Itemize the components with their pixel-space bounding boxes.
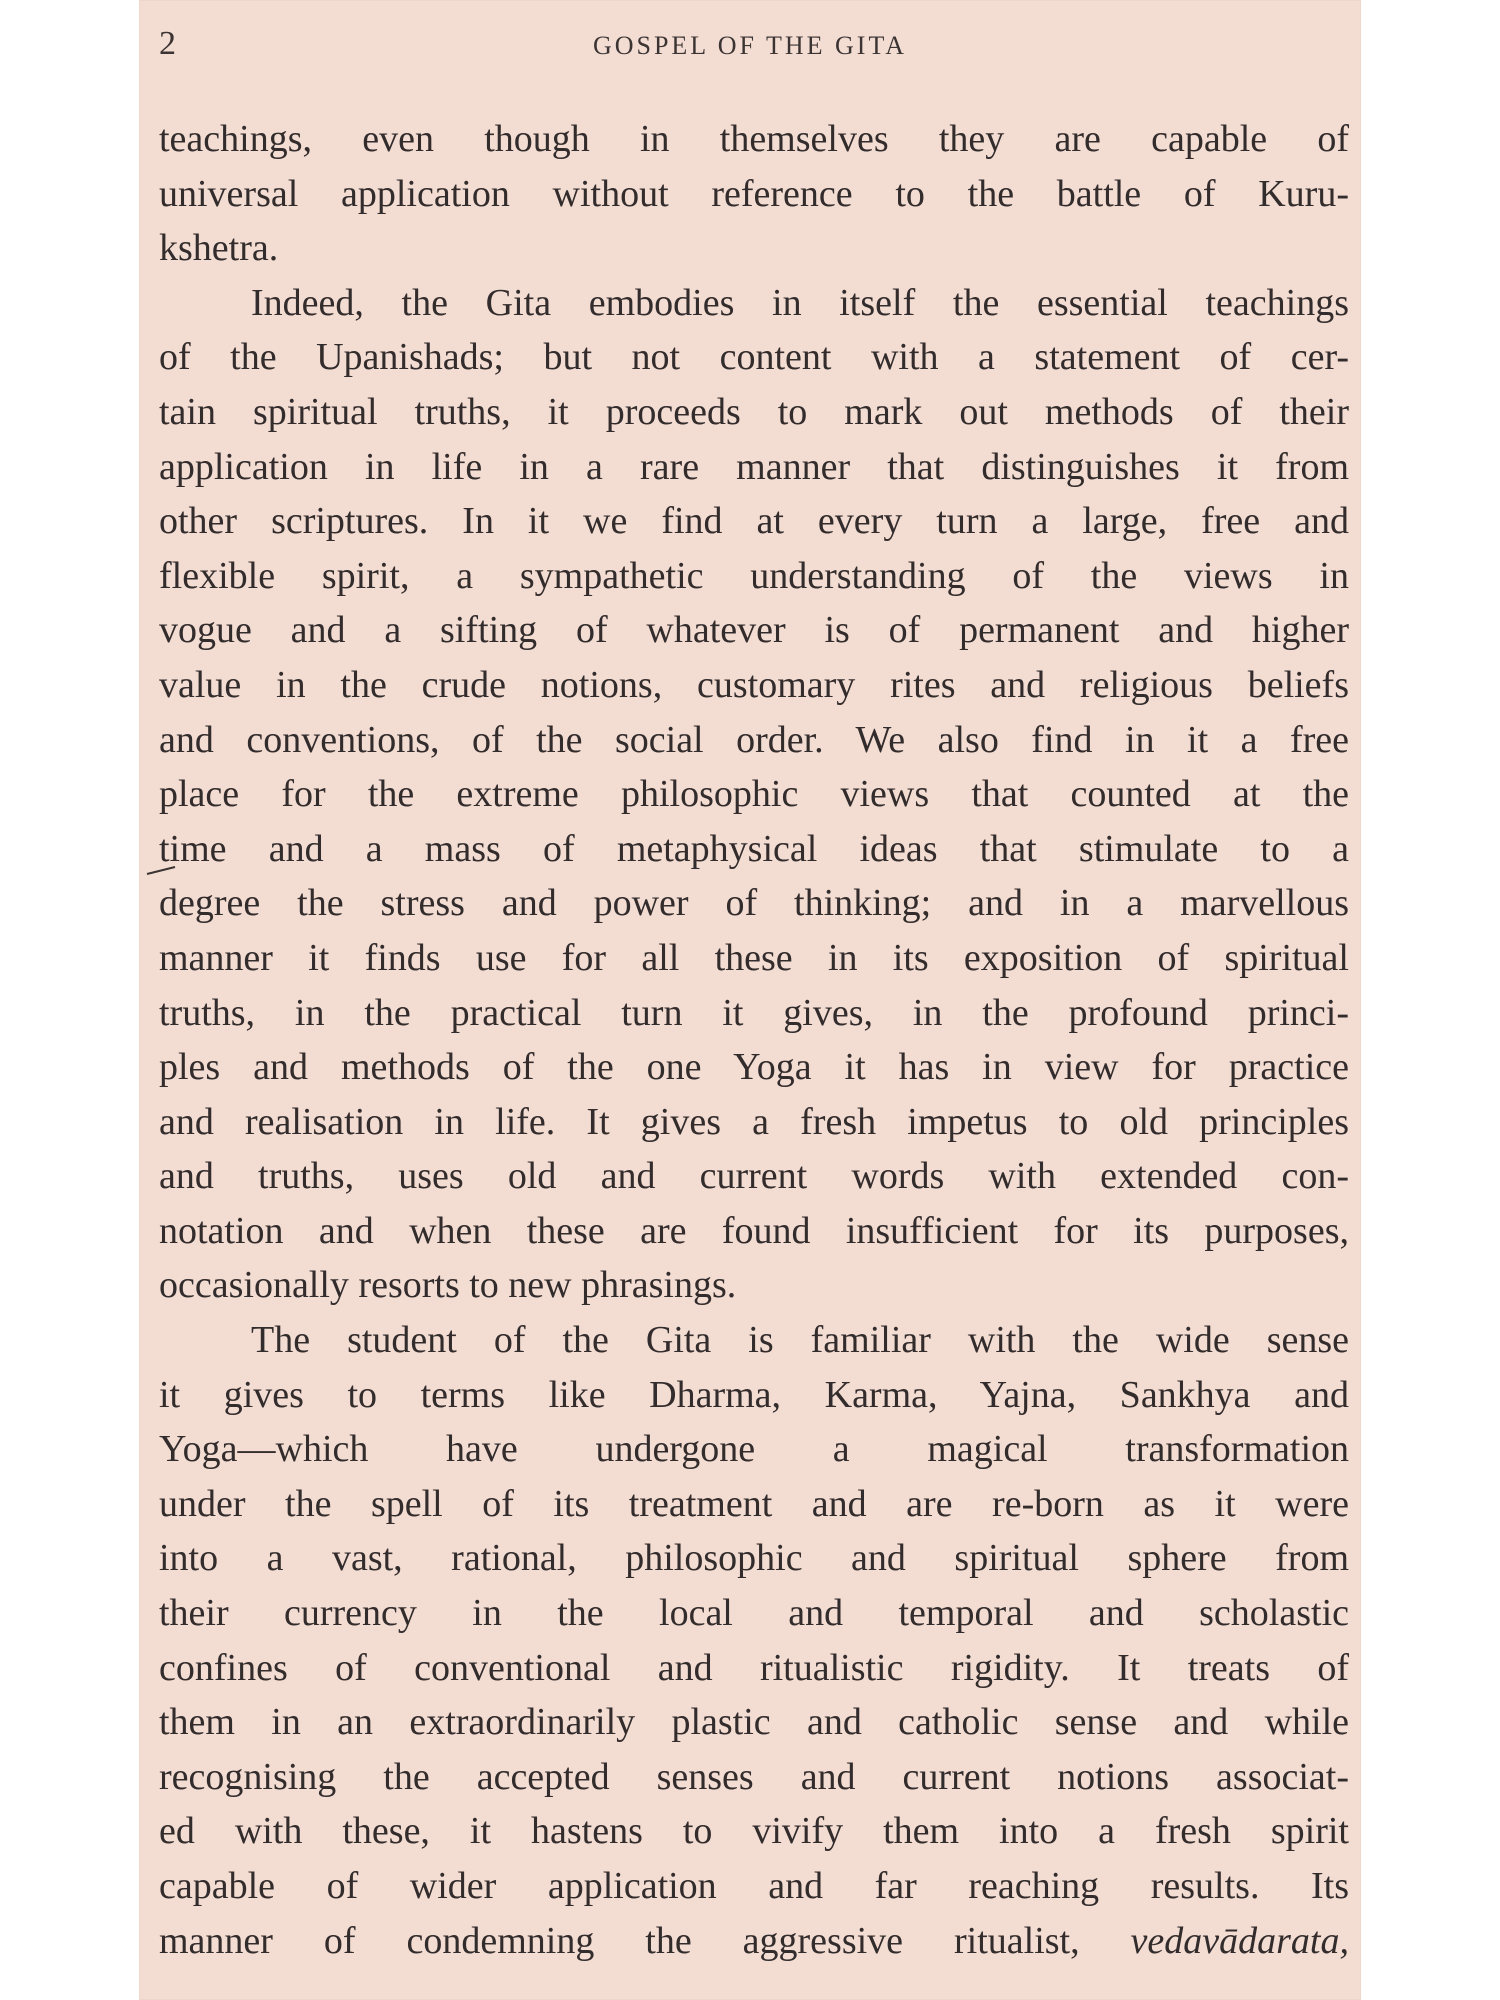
text-line: manner it finds use for all these in its exposition of spiritual <box>159 936 1349 979</box>
text-line: them in an extraordinarily plastic and catholic sense and while <box>159 1701 1349 1744</box>
text-line: and conventions, of the social order. We also find in it a free <box>159 718 1349 761</box>
text-line: and truths, uses old and current words with extended con- <box>159 1155 1349 1198</box>
text-line: and realisation in life. It gives a fresh impetus to old principles <box>159 1100 1349 1143</box>
text-line: of the Upanishads; but not content with a statement of cer- <box>159 336 1349 379</box>
text-line: confines of conventional and ritualistic rigidity. It treats of <box>159 1646 1349 1689</box>
text-line: it gives to terms like Dharma, Karma, Yajna, Sankhya and <box>159 1373 1349 1416</box>
running-title: GOSPEL OF THE GITA <box>592 31 908 60</box>
paragraph-start-line: The student of the Gita is familiar with the wide sense <box>251 1319 1349 1362</box>
text-line: universal application without reference to the battle of Kuru- <box>159 172 1349 215</box>
text-line: degree the stress and power of thinking; and in a marvellous <box>159 882 1349 925</box>
text-line: under the spell of its treatment and are re-born as it were <box>159 1482 1349 1525</box>
text-line: notation and when these are found insufficient for its purposes, <box>159 1209 1349 1252</box>
text-line: occasionally resorts to new phrasings. <box>159 1264 737 1307</box>
text-line: kshetra. <box>159 227 279 270</box>
text-line: tain spiritual truths, it proceeds to mark out methods of their <box>159 390 1349 433</box>
text-line: their currency in the local and temporal and scholastic <box>159 1592 1349 1635</box>
page-header <box>139 24 1361 64</box>
paragraph-start-line: Indeed, the Gita embodies in itself the essential teachings <box>251 281 1349 324</box>
text-line: vogue and a sifting of whatever is of permanent and higher <box>159 609 1349 652</box>
page-number: 2 <box>159 25 176 62</box>
text-line: value in the crude notions, customary rites and religious beliefs <box>159 663 1349 706</box>
text-line: other scriptures. In it we find at every turn a large, free and <box>159 500 1349 543</box>
text-line: flexible spirit, a sympathetic understanding of the views in <box>159 554 1349 597</box>
text-line: place for the extreme philosophic views that counted at the <box>159 773 1349 816</box>
text-line: time and a mass of metaphysical ideas that stimulate to a <box>159 827 1349 870</box>
text-line: ples and methods of the one Yoga it has in view for practice <box>159 1046 1349 1089</box>
book-page <box>139 0 1361 2000</box>
text-line: into a vast, rational, philosophic and spiritual sphere from <box>159 1537 1349 1580</box>
text-line: ed with these, it hastens to vivify them into a fresh spirit <box>159 1810 1349 1853</box>
italic-term: vedavādarata, <box>1130 1919 1349 1962</box>
text-line: Yoga—which have undergone a magical transformation <box>159 1428 1349 1471</box>
text-line: teachings, even though in themselves they are capable of <box>159 118 1349 160</box>
text-line: recognising the accepted senses and current notions associat- <box>159 1755 1349 1798</box>
text-line: application in life in a rare manner that distinguishes it from <box>159 445 1349 488</box>
last-text-line <box>159 1914 1349 1969</box>
text-line: capable of wider application and far reaching results. Its <box>159 1865 1349 1907</box>
last-line-text: manner of condemning the aggressive ritualist, <box>159 1919 1080 1962</box>
text-line: truths, in the practical turn it gives, in the profound princi- <box>159 991 1349 1034</box>
body-text <box>159 112 1349 1968</box>
